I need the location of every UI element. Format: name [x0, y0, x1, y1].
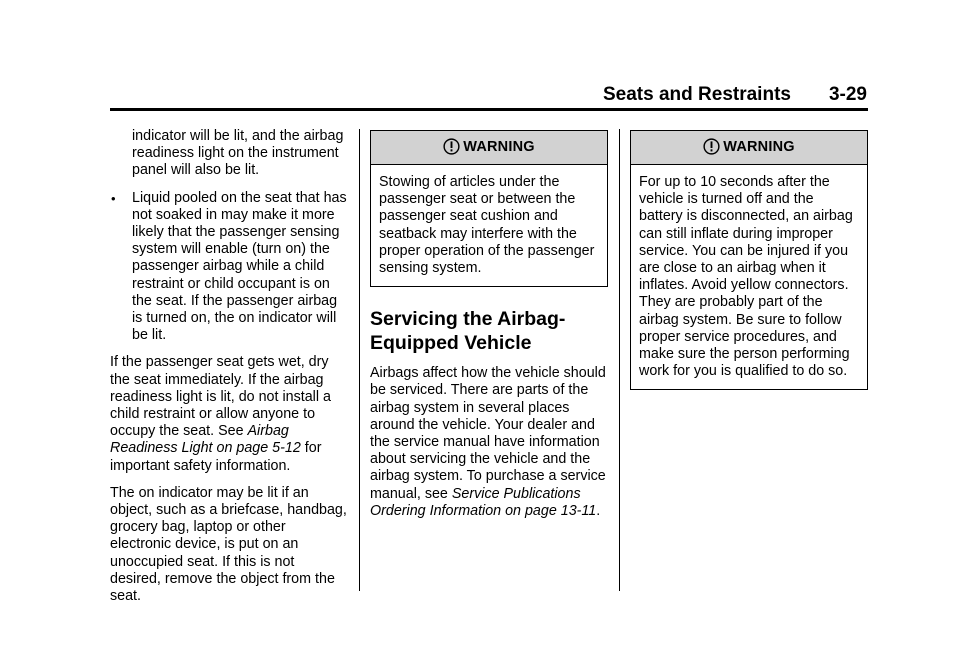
paragraph-text: If the passenger seat gets wet, dry the seat immediately. If the airbag readiness light is lit, do not install a child restraint or allow anyone to occupy the seat. See [110, 354, 331, 440]
column-middle [370, 130, 608, 520]
warning-text: Stowing of articles under the passenger seat or between the passenger seat cushion and seatback may interfere with the proper operation of the passenger sensing system. [379, 174, 595, 277]
paragraph [370, 365, 608, 520]
page-number: 3-29 [828, 84, 867, 105]
page-header [110, 83, 867, 107]
warning-icon [703, 138, 720, 155]
column-left [110, 128, 348, 605]
section-heading: Servicing the Airbag-Equipped Vehicle [370, 308, 566, 355]
warning-header [631, 131, 867, 165]
paragraph-text: for important safety information. [110, 440, 322, 474]
cross-reference-link[interactable]: Airbag Readiness Light on page 5-12 [110, 423, 301, 457]
warning-box [370, 130, 608, 287]
warning-icon [443, 138, 460, 155]
warning-header [371, 131, 607, 165]
paragraph-text: . [596, 502, 601, 519]
continued-text: indicator will be lit, and the airbag readiness light on the instrument panel will also be lit. [132, 128, 344, 179]
cross-reference-link[interactable]: Service Publications Ordering Information on page 13-11 [370, 485, 597, 519]
warning-label: WARNING [463, 138, 535, 155]
list-item [110, 190, 348, 345]
header-rule [110, 108, 868, 111]
bullet-icon: • [111, 190, 116, 206]
warning-box [630, 130, 868, 390]
warning-label: WARNING [723, 138, 795, 155]
section-title: Seats and Restraints [603, 84, 791, 105]
column-right [630, 130, 868, 390]
bullet-text: Liquid pooled on the seat that has not soaked in may make it more likely that the passenger sensing system will enable (turn on) the passenger airbag while a child restraint or child occupant is on the seat. If the passenger airbag is turned on, the on indicator will be lit. [132, 189, 347, 344]
paragraph: The on indicator may be lit if an object, such as a briefcase, handbag, grocery bag, laptop or other electronic device, is put on an unoccupied seat. If this is not desired, remove the object from the seat. [110, 484, 347, 605]
column-divider [619, 129, 620, 591]
column-divider [359, 129, 360, 591]
paragraph-text: Airbags affect how the vehicle should be serviced. There are parts of the airbag system in several places around the vehicle. Your dealer and the service manual have information about servicing the vehicle and the airbag system. To purchase a service manual, see [370, 365, 606, 502]
warning-text: For up to 10 seconds after the vehicle is turned off and the battery is disconnected, an airbag can still inflate during improper service. You can be injured if you are close to an airbag when it inflates. Avoid yellow connectors. They are probably part of the airbag system. Be sure to follow proper service procedures, and make sure the person performing work for you is qualified to do so. [639, 174, 853, 380]
paragraph [110, 354, 348, 474]
